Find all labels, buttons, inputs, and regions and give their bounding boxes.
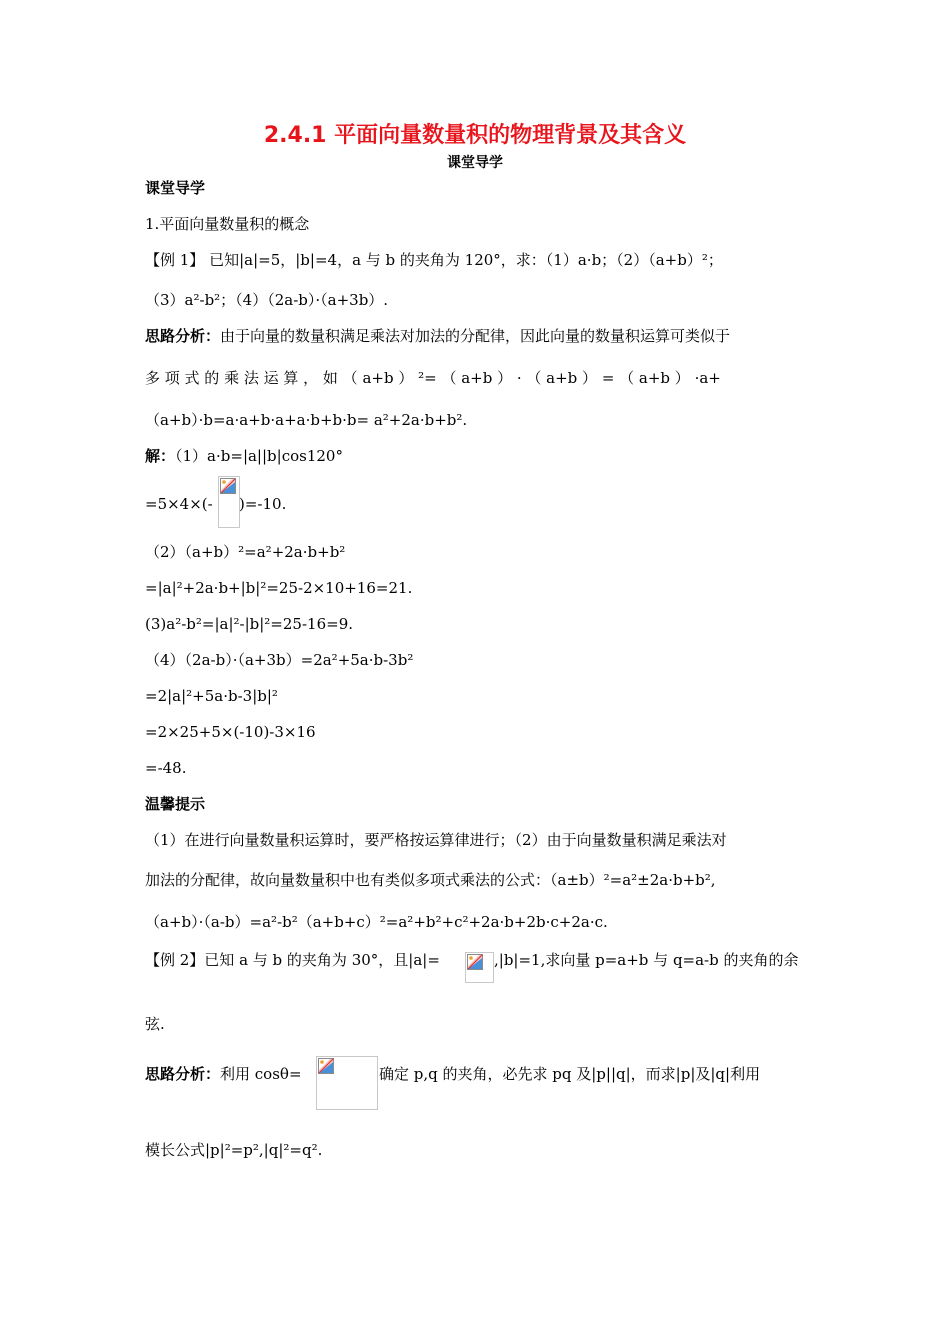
analysis2-text1a: 利用 cosθ= xyxy=(220,1065,302,1083)
analysis2-line2: 模长公式|p|²=p²,|q|²=q². xyxy=(145,1141,323,1159)
analysis1-line1 xyxy=(145,326,730,346)
solution-line2b: )=-10. xyxy=(239,495,287,513)
solution-line2a: =5×4×(- xyxy=(145,495,213,513)
broken-image-icon xyxy=(220,478,236,494)
broken-image-icon xyxy=(318,1058,334,1074)
solution-line3: （2）（a+b）²=a²+2a·b+b² xyxy=(145,543,346,561)
solution-label: 解： xyxy=(145,447,176,465)
tips-line3: （a+b）·（a-b）=a²-b²（a+b+c）²=a²+b²+c²+2a·b+2b·c+2a·c. xyxy=(145,913,608,931)
example2-line1a: 【例 2】已知 a 与 b 的夹角为 30°，且|a|= xyxy=(145,951,440,969)
analysis1-line2: 多 项 式 的 乘 法 运 算 ， 如 （ a+b ） ²= （ a+b ） · （ a+b ） = （ a+b ） ·a+ xyxy=(145,369,721,387)
broken-image-icon xyxy=(467,954,483,970)
analysis1-line3: （a+b）·b=a·a+b·a+a·b+b·b= a²+2a·b+b². xyxy=(145,411,468,429)
analysis2-line1a xyxy=(145,1064,302,1084)
page-subtitle: 课堂导学 xyxy=(447,155,503,171)
tips-heading: 温馨提示 xyxy=(145,795,206,813)
analysis1-text1: 由于向量的数量积满足乘法对加法的分配律，因此向量的数量积运算可类似于 xyxy=(220,327,731,345)
tips-line2: 加法的分配律，故向量数量积中也有类似多项式乘法的公式：（a±b）²=a²±2a·b+b², xyxy=(145,871,716,889)
formula-image-2 xyxy=(465,952,494,983)
page-title: 2.4.1 平面向量数量积的物理背景及其含义 xyxy=(263,123,687,148)
solution-line7: =2|a|²+5a·b-3|b|² xyxy=(145,687,278,705)
solution-line5: (3)a²-b²=|a|²-|b|²=25-16=9. xyxy=(145,615,354,633)
example1-line2: （3）a²-b²；（4）（2a-b）·（a+3b）. xyxy=(145,291,389,309)
analysis1-label: 思路分析： xyxy=(145,327,221,345)
formula-image-1 xyxy=(218,476,240,528)
concept-heading: 1.平面向量数量积的概念 xyxy=(145,215,310,233)
solution-line4: =|a|²+2a·b+|b|²=25-2×10+16=21. xyxy=(145,579,413,597)
solution-text1: （1）a·b=|a||b|cos120° xyxy=(175,447,343,465)
example1-line1: 【例 1】 已知|a|=5，|b|=4，a 与 b 的夹角为 120°，求：（1）a·b；（2）（a+b）²； xyxy=(145,251,723,269)
example2-line1b: ,|b|=1,求向量 p=a+b 与 q=a-b 的夹角的余 xyxy=(494,951,799,969)
solution-line8: =2×25+5×(-10)-3×16 xyxy=(145,723,316,741)
solution-line1 xyxy=(145,446,343,466)
section-heading: 课堂导学 xyxy=(145,179,206,197)
solution-line9: =-48. xyxy=(145,759,187,777)
formula-image-3 xyxy=(316,1056,378,1110)
analysis2-line1b: 确定 p,q 的夹角，必先求 pq 及|p||q|，而求|p|及|q|利用 xyxy=(379,1065,761,1083)
example2-line2: 弦. xyxy=(145,1015,165,1033)
tips-line1: （1）在进行向量数量积运算时，要严格按运算律进行；（2）由于向量数量积满足乘法对 xyxy=(145,831,727,849)
solution-line6: （4）（2a-b）·（a+3b）=2a²+5a·b-3b² xyxy=(145,651,414,669)
analysis2-label: 思路分析： xyxy=(145,1065,221,1083)
